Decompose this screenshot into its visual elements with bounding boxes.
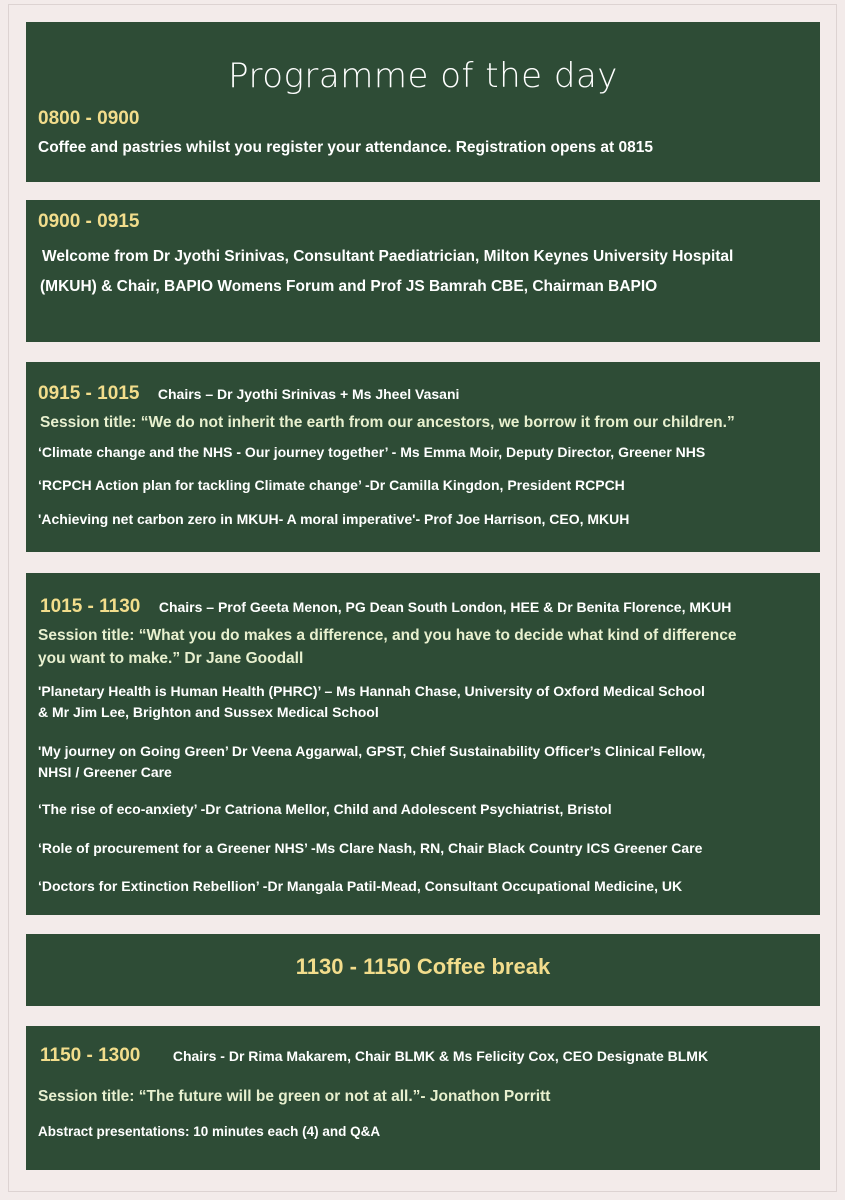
coffee-break-label: 1130 - 1150 Coffee break bbox=[295, 954, 551, 979]
page-title: Programme of the day bbox=[228, 56, 618, 96]
session-panel-1150 bbox=[26, 1026, 820, 1170]
session-title: Session title: “The future will be green or not at all.”- Jonathon Porritt bbox=[38, 1088, 551, 1105]
session-title: Session title: “We do not inherit the earth from our ancestors, we borrow it from our children.” bbox=[40, 414, 735, 431]
coffee-break-panel bbox=[26, 934, 820, 1006]
welcome-line-1: Welcome from Dr Jyothi Srinivas, Consultant Paediatrician, Milton Keynes University Hospital bbox=[42, 248, 734, 265]
slot-description-0800: Coffee and pastries whilst you register your attendance. Registration opens at 0815 bbox=[38, 139, 653, 156]
session-panel-0915 bbox=[26, 362, 820, 552]
session-chairs: Chairs – Dr Jyothi Srinivas + Ms Jheel Vasani bbox=[157, 386, 460, 402]
abstract-note: Abstract presentations: 10 minutes each (4) and Q&A bbox=[38, 1124, 381, 1139]
session-title-line-2: you want to make.” Dr Jane Goodall bbox=[38, 650, 304, 667]
talk-item: 'Achieving net carbon zero in MKUH- A moral imperative'- Prof Joe Harrison, CEO, MKUH bbox=[38, 511, 630, 527]
session-chairs: Chairs - Dr Rima Makarem, Chair BLMK & Ms Felicity Cox, CEO Designate BLMK bbox=[172, 1048, 709, 1064]
session-title-line-1: Session title: “What you do makes a difference, and you have to decide what kind of difference bbox=[38, 627, 737, 644]
talk-item: ‘Role of procurement for a Greener NHS’ -Ms Clare Nash, RN, Chair Black Country ICS Greener Care bbox=[38, 840, 703, 856]
programme-header-panel bbox=[26, 22, 820, 182]
slot-time-0800: 0800 - 0900 bbox=[38, 108, 140, 129]
talk-item: 'My journey on Going Green’ Dr Veena Aggarwal, GPST, Chief Sustainability Officer’s Clinical Fellow, bbox=[38, 743, 706, 759]
slot-time-1015: 1015 - 1130 bbox=[40, 596, 141, 617]
talk-item: ‘The rise of eco-anxiety’ -Dr Catriona Mellor, Child and Adolescent Psychiatrist, Bristol bbox=[38, 801, 612, 817]
slot-time-1150: 1150 - 1300 bbox=[40, 1045, 141, 1066]
talk-item: ‘Doctors for Extinction Rebellion’ -Dr Mangala Patil-Mead, Consultant Occupational Medicine, UK bbox=[38, 878, 683, 894]
talk-item: ‘Climate change and the NHS - Our journey together’ - Ms Emma Moir, Deputy Director, Greener NHS bbox=[38, 444, 706, 460]
slot-time-0915: 0915 - 1015 bbox=[38, 383, 140, 404]
session-header-0915 bbox=[38, 383, 459, 405]
slot-time-0900: 0900 - 0915 bbox=[38, 211, 140, 232]
session-header-1015 bbox=[40, 596, 731, 618]
talk-item: 'Planetary Health is Human Health (PHRC)’ – Ms Hannah Chase, University of Oxford Medical School bbox=[38, 683, 705, 699]
slot-panel-0900 bbox=[26, 200, 820, 342]
session-panel-1015 bbox=[26, 573, 820, 915]
session-chairs: Chairs – Prof Geeta Menon, PG Dean South London, HEE & Dr Benita Florence, MKUH bbox=[158, 599, 732, 615]
welcome-line-2: (MKUH) & Chair, BAPIO Womens Forum and Prof JS Bamrah CBE, Chairman BAPIO bbox=[40, 278, 658, 295]
talk-item: ‘RCPCH Action plan for tackling Climate change’ -Dr Camilla Kingdon, President RCPCH bbox=[38, 477, 625, 493]
talk-item-cont: & Mr Jim Lee, Brighton and Sussex Medical School bbox=[38, 704, 379, 720]
session-header-1150 bbox=[40, 1045, 708, 1067]
talk-item-cont: NHSI / Greener Care bbox=[38, 764, 172, 780]
